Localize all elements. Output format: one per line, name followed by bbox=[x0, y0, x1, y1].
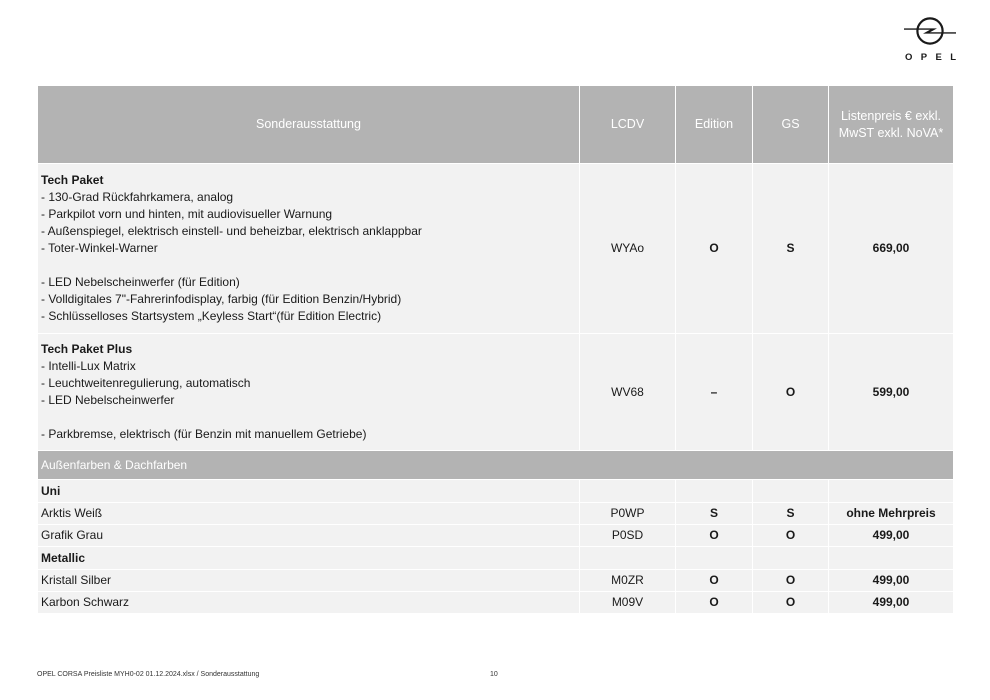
header-price-line2: MwST exkl. NoVA* bbox=[838, 125, 944, 140]
footer-file-info: OPEL CORSA Preisliste MYH0-02 01.12.2024.xlsx / Sonderausstattung bbox=[37, 671, 260, 678]
package-row-tech-paket bbox=[38, 164, 954, 334]
gs-cell: O bbox=[753, 570, 829, 592]
lcdv-cell: P0WP bbox=[580, 503, 676, 525]
package-feature: - Leuchtweitenregulierung, automatisch bbox=[41, 376, 251, 390]
group-title: Metallic bbox=[38, 547, 580, 570]
price-cell: 499,00 bbox=[829, 525, 954, 547]
gs-cell: S bbox=[753, 503, 829, 525]
header-lcdv: LCDV bbox=[580, 86, 676, 164]
edition-cell: O bbox=[676, 592, 753, 614]
feature-spacer bbox=[41, 409, 576, 426]
table-row bbox=[38, 570, 954, 592]
package-feature: - Toter-Winkel-Warner bbox=[41, 241, 158, 255]
empty-cell bbox=[753, 480, 829, 503]
header-feature: Sonderausstattung bbox=[38, 86, 580, 164]
group-row-uni bbox=[38, 480, 954, 503]
empty-cell bbox=[829, 547, 954, 570]
options-price-table bbox=[37, 85, 954, 614]
group-title: Uni bbox=[38, 480, 580, 503]
brand-wordmark: OPEL bbox=[905, 52, 965, 63]
opel-logo-icon bbox=[904, 17, 956, 45]
price-cell: ohne Mehrpreis bbox=[829, 503, 954, 525]
color-name: Arktis Weiß bbox=[38, 503, 580, 525]
edition-cell: O bbox=[676, 164, 753, 334]
header-gs: GS bbox=[753, 86, 829, 164]
package-feature: - LED Nebelscheinwerfer bbox=[41, 393, 175, 407]
group-row-metallic bbox=[38, 547, 954, 570]
gs-cell: O bbox=[753, 525, 829, 547]
package-feature: - 130-Grad Rückfahrkamera, analog bbox=[41, 190, 234, 204]
edition-cell: O bbox=[676, 570, 753, 592]
price-cell: 499,00 bbox=[829, 592, 954, 614]
lcdv-cell: M09V bbox=[580, 592, 676, 614]
gs-cell: S bbox=[753, 164, 829, 334]
edition-cell: S bbox=[676, 503, 753, 525]
table-row bbox=[38, 525, 954, 547]
header-edition: Edition bbox=[676, 86, 753, 164]
table-row bbox=[38, 592, 954, 614]
page-number: 10 bbox=[490, 671, 498, 678]
package-row-tech-paket-plus bbox=[38, 334, 954, 451]
package-feature: - LED Nebelscheinwerfer (für Edition) bbox=[41, 275, 240, 289]
empty-cell bbox=[753, 547, 829, 570]
empty-cell bbox=[829, 480, 954, 503]
package-feature: - Parkbremse, elektrisch (für Benzin mit manuellem Getriebe) bbox=[41, 427, 367, 441]
section-title: Außenfarben & Dachfarben bbox=[38, 451, 954, 480]
package-title: Tech Paket bbox=[41, 173, 104, 187]
price-cell: 669,00 bbox=[829, 164, 954, 334]
header-price bbox=[829, 86, 954, 164]
table-header-row bbox=[38, 86, 954, 164]
edition-cell: O bbox=[676, 525, 753, 547]
feature-spacer bbox=[41, 257, 576, 274]
color-name: Grafik Grau bbox=[38, 525, 580, 547]
color-name: Kristall Silber bbox=[38, 570, 580, 592]
lcdv-cell: WYAo bbox=[580, 164, 676, 334]
table-row bbox=[38, 503, 954, 525]
price-cell: 599,00 bbox=[829, 334, 954, 451]
header-price-line1: Listenpreis € exkl. bbox=[840, 108, 942, 123]
package-description bbox=[38, 164, 580, 334]
lcdv-cell: M0ZR bbox=[580, 570, 676, 592]
color-name: Karbon Schwarz bbox=[38, 592, 580, 614]
package-title: Tech Paket Plus bbox=[41, 342, 133, 356]
empty-cell bbox=[676, 547, 753, 570]
empty-cell bbox=[580, 547, 676, 570]
section-header-row bbox=[38, 451, 954, 480]
package-feature: - Außenspiegel, elektrisch einstell- und beheizbar, elektrisch anklappbar bbox=[41, 224, 422, 238]
package-feature: - Parkpilot vorn und hinten, mit audiovisueller Warnung bbox=[41, 207, 333, 221]
gs-cell: O bbox=[753, 334, 829, 451]
price-cell: 499,00 bbox=[829, 570, 954, 592]
edition-cell: – bbox=[676, 334, 753, 451]
lcdv-cell: P0SD bbox=[580, 525, 676, 547]
package-feature: - Intelli-Lux Matrix bbox=[41, 359, 136, 373]
empty-cell bbox=[676, 480, 753, 503]
package-feature: - Volldigitales 7"-Fahrerinfodisplay, farbig (für Edition Benzin/Hybrid) bbox=[41, 292, 402, 306]
lcdv-cell: WV68 bbox=[580, 334, 676, 451]
empty-cell bbox=[580, 480, 676, 503]
package-description bbox=[38, 334, 580, 451]
gs-cell: O bbox=[753, 592, 829, 614]
package-feature: - Schlüsselloses Startsystem „Keyless Start“(für Edition Electric) bbox=[41, 309, 382, 323]
